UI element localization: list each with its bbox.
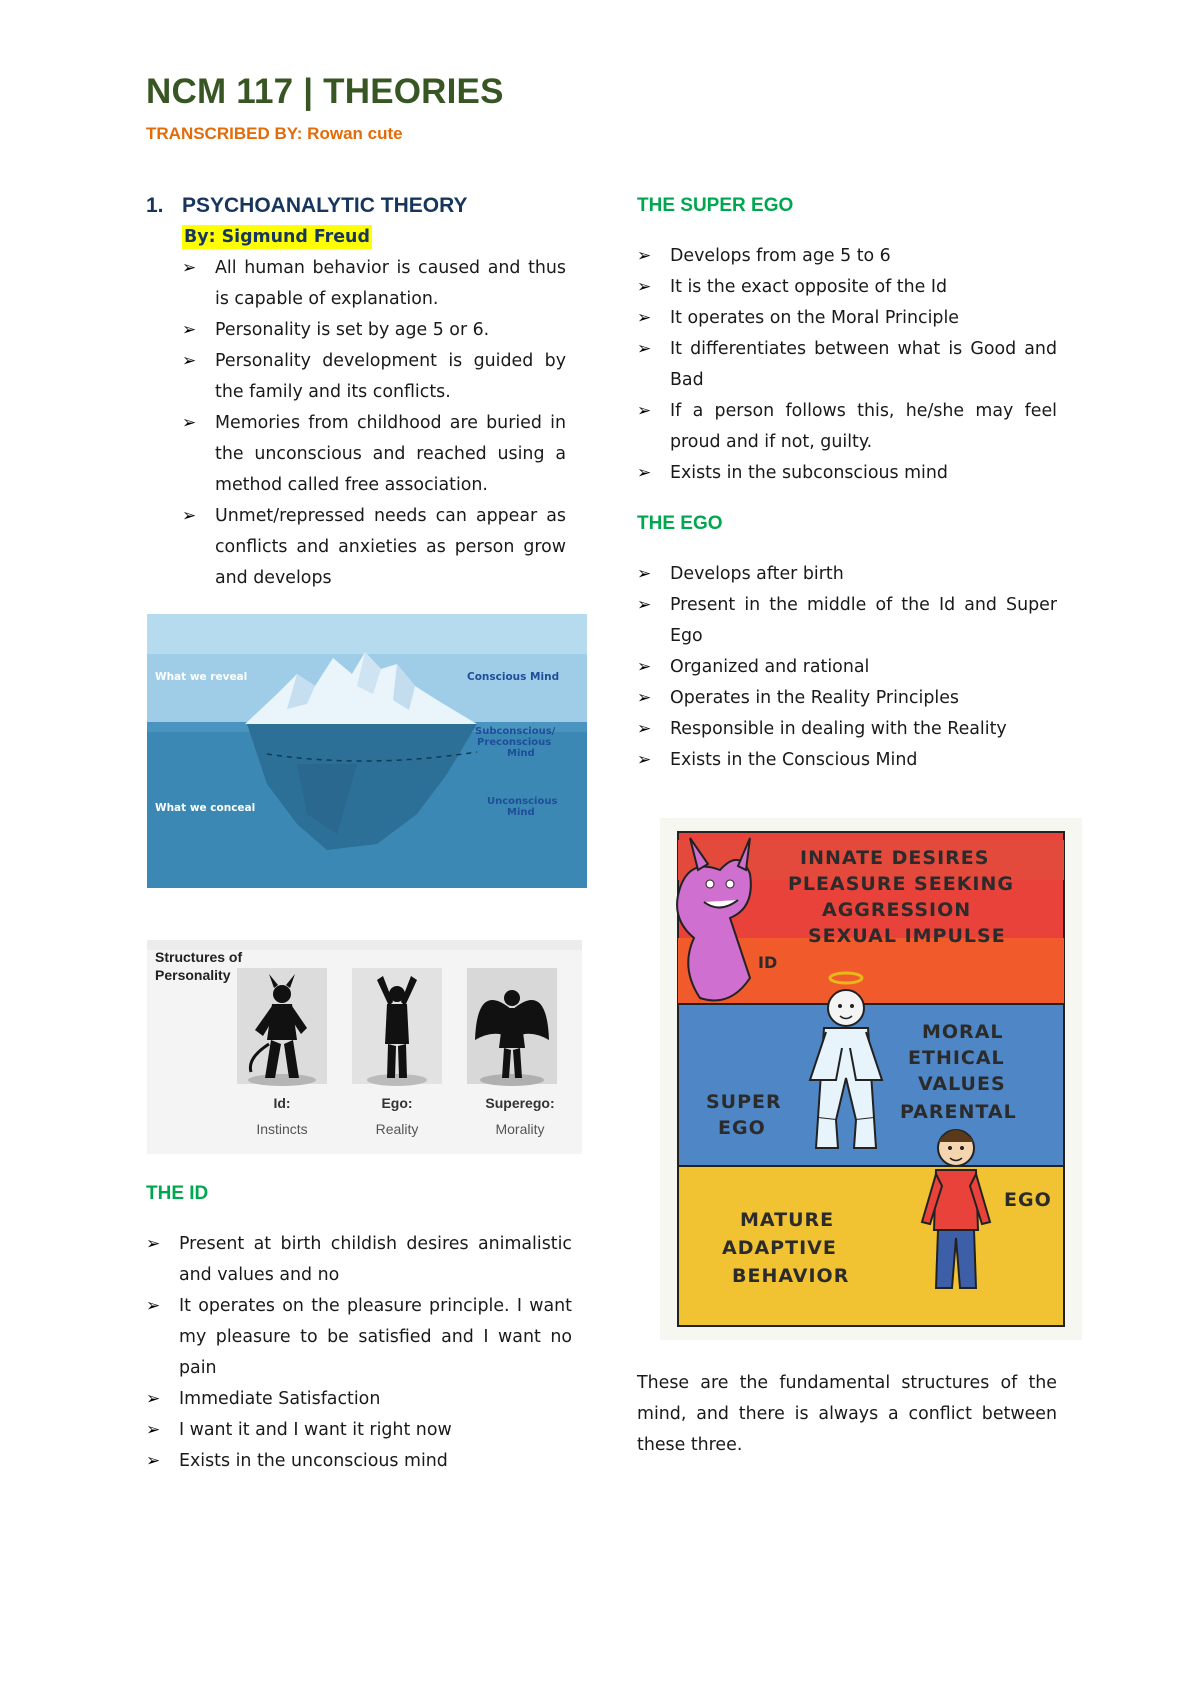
arrow-bullet-icon: ➢	[637, 339, 652, 359]
list-item	[637, 458, 1057, 489]
list-item-text: Unmet/repressed needs can appear as conflicts and anxieties as person grow and develops	[215, 506, 566, 588]
superego-text-2: ETHICAL	[908, 1047, 1005, 1069]
ego-text-3: BEHAVIOR	[732, 1265, 850, 1287]
arrow-bullet-icon: ➢	[182, 320, 197, 340]
list-item	[637, 303, 1057, 334]
the-ego-bullets	[637, 559, 1057, 776]
arrow-bullet-icon: ➢	[182, 413, 197, 433]
super-ego-bullets	[637, 241, 1057, 489]
id-text-2: PLEASURE SEEKING	[788, 873, 1014, 895]
unconscious-label-2: Mind	[507, 807, 535, 818]
iceberg-diagram	[147, 614, 587, 888]
structures-illustration	[147, 940, 582, 1154]
arrow-bullet-icon: ➢	[637, 246, 652, 266]
list-item	[637, 714, 1057, 745]
list-item-text: It operates on the Moral Principle	[670, 308, 959, 328]
ego-text-1: MATURE	[740, 1209, 835, 1231]
list-item-text: If a person follows this, he/she may feel proud and if not, guilty.	[670, 401, 1057, 452]
section-title	[146, 190, 566, 221]
list-item-text: Operates in the Reality Principles	[670, 688, 959, 708]
id-text-3: AGGRESSION	[822, 899, 972, 921]
list-item	[182, 253, 566, 315]
list-item-text: Present in the middle of the Id and Super Ego	[670, 595, 1057, 646]
id-figure-desc: Instincts	[256, 1121, 308, 1137]
closing-paragraph-block	[637, 1368, 1057, 1461]
superego-text-3: VALUES	[918, 1073, 1006, 1095]
structures-title-2: Personality	[155, 967, 231, 983]
arrow-bullet-icon: ➢	[146, 1420, 161, 1440]
list-item-text: Organized and rational	[670, 657, 870, 677]
document-title: NCM 117 | THEORIES	[146, 72, 504, 111]
list-item	[637, 272, 1057, 303]
structures-of-personality-figure	[147, 940, 582, 1154]
ego-figure-name: Ego:	[381, 1095, 413, 1111]
list-item-text: I want it and I want it right now	[179, 1420, 452, 1440]
arrow-bullet-icon: ➢	[637, 688, 652, 708]
section-number: 1.	[146, 194, 164, 217]
ego-text-2: ADAPTIVE	[722, 1237, 837, 1259]
list-item-text: Immediate Satisfaction	[179, 1389, 381, 1409]
arrow-bullet-icon: ➢	[146, 1389, 161, 1409]
list-item-text: It differentiates between what is Good and Bad	[670, 339, 1057, 390]
super-ego-section	[637, 190, 1057, 489]
list-item-text: Develops after birth	[670, 564, 844, 584]
list-item	[637, 683, 1057, 714]
the-id-bullets	[146, 1229, 572, 1477]
list-item	[182, 408, 566, 501]
superego-text-1: MORAL	[922, 1021, 1004, 1043]
the-ego-section	[637, 508, 1057, 776]
arrow-bullet-icon: ➢	[637, 277, 652, 297]
superego-figure-desc: Morality	[495, 1121, 545, 1137]
psychoanalytic-bullets	[182, 253, 566, 594]
conceal-label: What we conceal	[155, 802, 256, 814]
list-item	[182, 315, 566, 346]
superego-figure-panel	[467, 968, 557, 1086]
list-item-text: Exists in the Conscious Mind	[670, 750, 918, 770]
arrow-bullet-icon: ➢	[637, 595, 652, 615]
arrow-bullet-icon: ➢	[146, 1234, 161, 1254]
arrow-bullet-icon: ➢	[637, 657, 652, 677]
arrow-bullet-icon: ➢	[146, 1451, 161, 1471]
ego-tag: EGO	[1004, 1189, 1052, 1211]
arrow-bullet-icon: ➢	[637, 463, 652, 483]
arrow-bullet-icon: ➢	[637, 719, 652, 739]
list-item-text: It is the exact opposite of the Id	[670, 277, 948, 297]
list-item	[637, 590, 1057, 652]
list-item-text: Exists in the subconscious mind	[670, 463, 948, 483]
subconscious-label-3: Mind	[507, 748, 535, 759]
arrow-bullet-icon: ➢	[637, 750, 652, 770]
ego-figure-desc: Reality	[375, 1121, 419, 1137]
reveal-label: What we reveal	[155, 671, 248, 683]
left-column	[146, 190, 566, 594]
subconscious-label-2: Preconscious	[477, 737, 552, 748]
list-item	[637, 241, 1057, 272]
list-item-text: Responsible in dealing with the Reality	[670, 719, 1007, 739]
list-item	[146, 1415, 572, 1446]
list-item-text: Memories from childhood are buried in the unconscious and reached using a method called free association.	[215, 413, 566, 495]
list-item-text: Personality development is guided by the family and its conflicts.	[215, 351, 566, 402]
list-item	[146, 1291, 572, 1384]
arrow-bullet-icon: ➢	[182, 351, 197, 371]
arrow-bullet-icon: ➢	[637, 308, 652, 328]
id-ego-superego-cartoon	[660, 818, 1082, 1340]
transcriber-line: TRANSCRIBED BY: Rowan cute	[146, 124, 403, 143]
id-figure-name: Id:	[273, 1095, 291, 1111]
list-item	[182, 346, 566, 408]
the-id-section	[146, 1178, 572, 1477]
arrow-bullet-icon: ➢	[637, 564, 652, 584]
section-heading: THE EGO	[637, 513, 723, 534]
arrow-bullet-icon: ➢	[146, 1296, 161, 1316]
subconscious-label-1: Subconscious/	[475, 726, 556, 737]
closing-paragraph: These are the fundamental structures of the mind, and there is always a conflict between these three.	[637, 1373, 1057, 1455]
list-item-text: Personality is set by age 5 or 6.	[215, 320, 490, 340]
list-item-text: Present at birth childish desires animalistic and values and no	[179, 1234, 572, 1285]
unconscious-label-1: Unconscious	[487, 796, 558, 807]
list-item-text: It operates on the pleasure principle. I want my pleasure to be satisfied and I want no pain	[179, 1296, 572, 1378]
list-item	[182, 501, 566, 594]
id-text-4: SEXUAL IMPULSE	[808, 925, 1006, 947]
list-item	[146, 1446, 572, 1477]
superego-figure-name: Superego:	[485, 1095, 555, 1111]
arrow-bullet-icon: ➢	[182, 506, 197, 526]
list-item	[637, 559, 1057, 590]
cartoon-illustration	[660, 818, 1082, 1340]
list-item-text: All human behavior is caused and thus is capable of explanation.	[215, 258, 566, 309]
author-byline: By: Sigmund Freud	[184, 227, 370, 247]
section-heading: THE ID	[146, 1183, 209, 1204]
conscious-label: Conscious Mind	[467, 671, 560, 683]
iceberg-illustration	[147, 614, 587, 888]
list-item	[637, 652, 1057, 683]
list-item-text: Develops from age 5 to 6	[670, 246, 891, 266]
list-item-text: Exists in the unconscious mind	[179, 1451, 448, 1471]
arrow-bullet-icon: ➢	[182, 258, 197, 278]
ego-figure-panel	[352, 968, 442, 1086]
superego-tag-1: SUPER	[706, 1091, 782, 1113]
structures-title-1: Structures of	[155, 949, 243, 965]
superego-tag-2: EGO	[718, 1117, 766, 1139]
list-item	[637, 396, 1057, 458]
id-tag: ID	[758, 953, 778, 972]
list-item	[146, 1229, 572, 1291]
list-item	[637, 745, 1057, 776]
list-item	[637, 334, 1057, 396]
list-item	[146, 1384, 572, 1415]
superego-text-4: PARENTAL	[900, 1101, 1017, 1123]
arrow-bullet-icon: ➢	[637, 401, 652, 421]
id-text-1: INNATE DESIRES	[800, 847, 990, 869]
section-title-text: PSYCHOANALYTIC THEORY	[182, 194, 468, 217]
section-heading: THE SUPER EGO	[637, 195, 794, 216]
id-figure-panel	[237, 968, 327, 1086]
